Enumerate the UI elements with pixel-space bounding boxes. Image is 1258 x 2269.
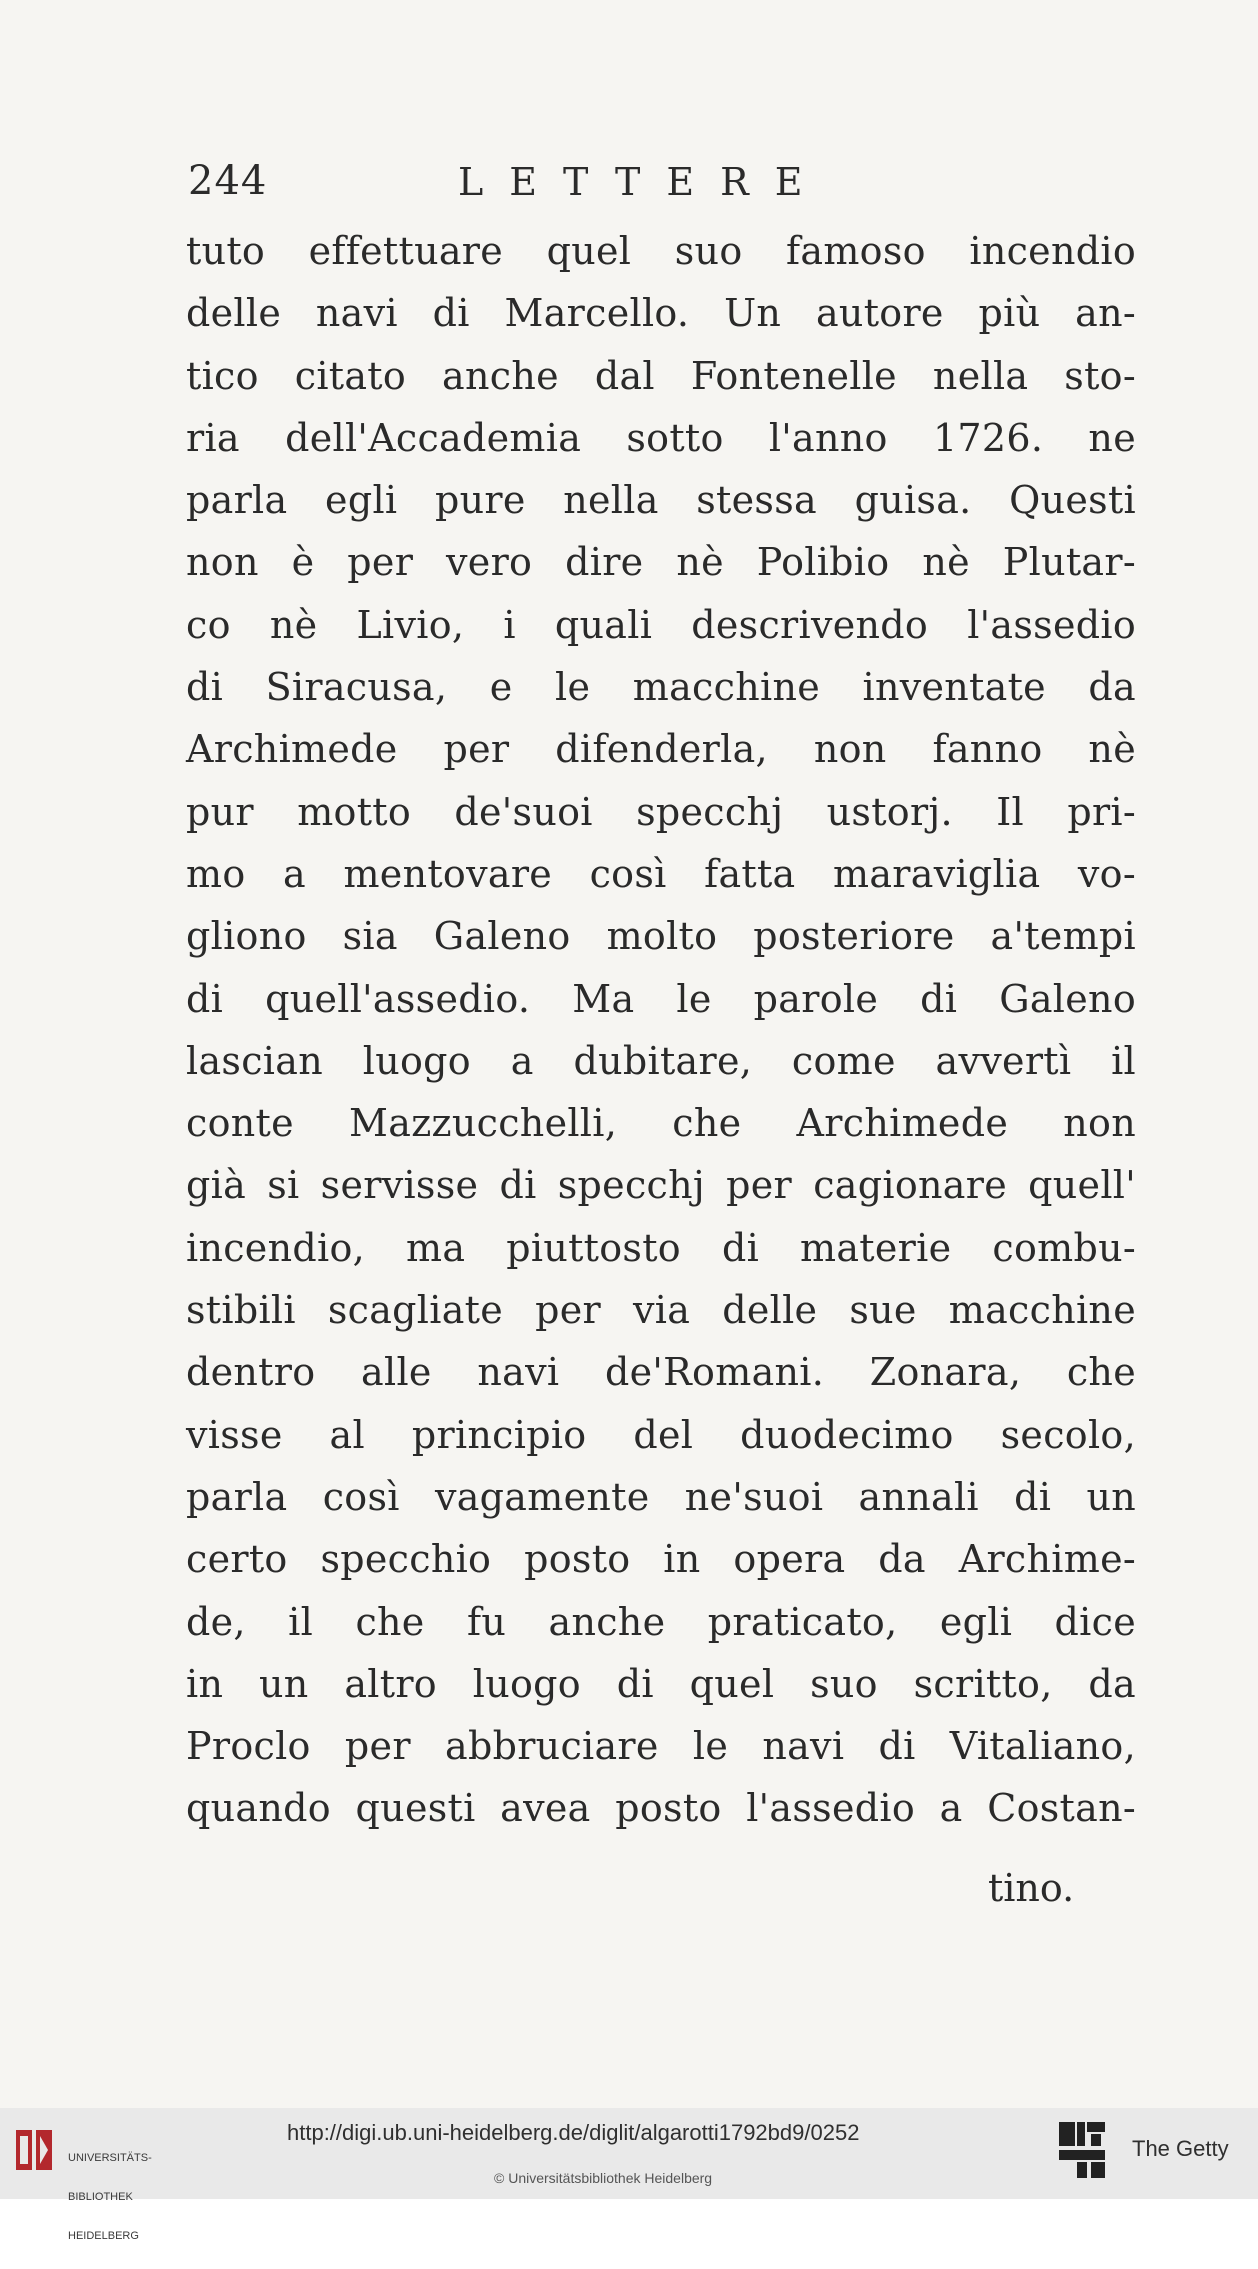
university-seal-icon [12, 2126, 56, 2174]
text-line: conte Mazzucchelli, che Archimede non [186, 1101, 1136, 1146]
permalink-url[interactable]: http://digi.ub.uni-heidelberg.de/diglit/algarotti1792bd9/0252 [287, 2120, 860, 2145]
text-line: parla egli pure nella stessa guisa. Questi [186, 478, 1136, 523]
copyright-notice: © Universitätsbibliothek Heidelberg [494, 2170, 713, 2186]
text-line: stibili scagliate per via delle sue macchine [186, 1288, 1136, 1333]
text-line: co nè Livio, i quali descrivendo l'assedio [186, 602, 1136, 647]
text-line: mo a mentovare così fatta maraviglia vo- [186, 851, 1136, 896]
catchword: tino. [988, 1866, 1075, 1910]
text-line: Proclo per abbruciare le navi di Vitaliano, [186, 1724, 1136, 1769]
text-line: già si servisse di specchj per cagionare quell' [186, 1163, 1136, 1208]
library-name-line: BIBLIOTHEK [68, 2191, 133, 2203]
text-line: parla così vagamente ne'suoi annali di un [186, 1474, 1136, 1519]
text-line: tico citato anche dal Fontenelle nella sto- [186, 353, 1136, 398]
text-line: dentro alle navi de'Romani. Zonara, che [186, 1350, 1136, 1395]
text-line: lascian luogo a dubitare, come avvertì il [186, 1038, 1136, 1083]
text-line: Archimede per difenderla, non fanno nè [186, 727, 1136, 772]
text-line: de, il che fu anche praticato, egli dice [186, 1599, 1136, 1644]
running-head: LETTERE [458, 160, 829, 204]
text-line: delle navi di Marcello. Un autore più an- [186, 291, 1136, 336]
getty-logo-icon[interactable] [1057, 2118, 1107, 2180]
text-line: quando questi avea posto l'assedio a Costan- [186, 1786, 1136, 1831]
partner-name[interactable]: The Getty [1132, 2136, 1229, 2161]
text-line: pur motto de'suoi specchj ustorj. Il pri- [186, 789, 1136, 834]
library-name [68, 2126, 178, 2269]
text-line: visse al principio del duodecimo secolo, [186, 1412, 1136, 1457]
text-line: non è per vero dire nè Polibio nè Plutar- [186, 540, 1136, 585]
text-line: tuto effettuare quel suo famoso incendio [186, 229, 1136, 273]
page-header [188, 158, 1108, 218]
body-text [186, 220, 1136, 1840]
page-number: 244 [188, 158, 268, 204]
university-library-logo[interactable] [12, 2120, 172, 2242]
text-line: gliono sia Galeno molto posteriore a'tempi [186, 914, 1136, 959]
text-line: di Siracusa, e le macchine inventate da [186, 665, 1136, 710]
text-line: incendio, ma piuttosto di materie combu- [186, 1225, 1136, 1270]
text-line: di quell'assedio. Ma le parole di Galeno [186, 976, 1136, 1021]
text-line: in un altro luogo di quel suo scritto, da [186, 1661, 1136, 1706]
text-line: certo specchio posto in opera da Archime- [186, 1537, 1136, 1582]
library-name-line: HEIDELBERG [68, 2230, 139, 2242]
viewer-footer [0, 2108, 1258, 2242]
text-line: ria dell'Accademia sotto l'anno 1726. ne [186, 415, 1136, 460]
library-name-line: UNIVERSITÄTS- [68, 2152, 152, 2164]
